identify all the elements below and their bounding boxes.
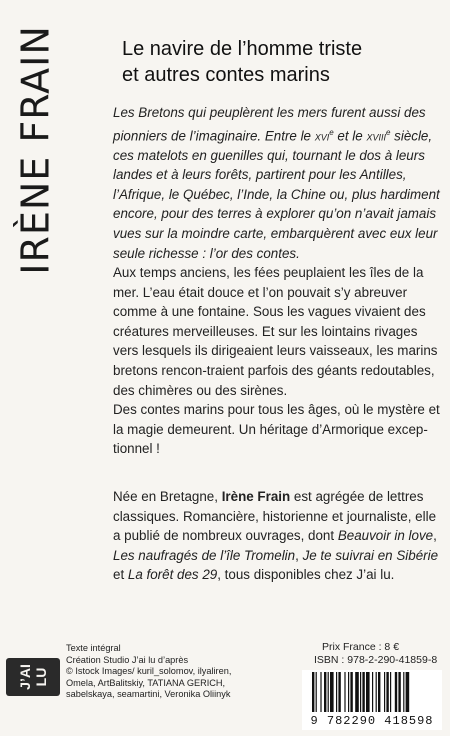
- author-spine: [12, 25, 60, 275]
- barcode-bar: [328, 672, 329, 712]
- barcode-bar: [348, 672, 349, 712]
- bio-text: Née en Bretagne,: [113, 489, 222, 504]
- century-xvi: xvi: [314, 128, 330, 144]
- barcode-bar: [403, 672, 404, 712]
- book-ref: La forêt des 29: [127, 567, 218, 583]
- century-sup: e: [385, 127, 391, 137]
- century-xviii: xviii: [366, 128, 386, 144]
- author-name-vertical: IRÈNE FRAIN: [14, 25, 59, 275]
- credits-line: Omela, ArtBalitskiy, TATIANA GERICH,: [66, 677, 226, 688]
- century-sup: e: [329, 127, 334, 137]
- book-ref: Je te suivrai en Sibérie: [302, 547, 439, 563]
- barcode-bar: [384, 672, 385, 712]
- credits-line: © Istock Images/ kuril_solomov, ilyaliren,: [66, 666, 232, 677]
- barcode-bar: [372, 672, 373, 712]
- title-line-1: Le navire de l’homme triste: [122, 38, 363, 60]
- book-title: [122, 36, 432, 88]
- intro-text: et le: [333, 128, 367, 144]
- bio-text: est agrégée de lettres classiques. Romancière, historienne et journaliste, elle a publié de nombreux ouvrages, dont: [113, 489, 437, 544]
- bio-text: , tous disponibles chez J’ai lu.: [217, 567, 395, 583]
- barcode-bar: [360, 672, 361, 712]
- credits-line: Texte intégral: [66, 643, 121, 653]
- barcode-bar: [406, 672, 410, 712]
- bio-paragraph: [113, 487, 443, 585]
- barcode-bar: [344, 672, 345, 712]
- bio-text: et: [113, 567, 128, 583]
- title-line-2: et autres contes marins: [122, 64, 330, 86]
- intro-paragraph: [113, 103, 443, 263]
- barcode: [302, 670, 442, 730]
- credits-line: sabelskaya, seamartini, Veronika Oliinyk: [66, 689, 231, 700]
- publisher-logo: [6, 658, 60, 696]
- barcode-bar: [376, 672, 377, 712]
- barcode-bar: [355, 672, 359, 712]
- barcode-bar: [362, 672, 364, 712]
- barcode-bar: [395, 672, 397, 712]
- book-ref: Les naufragés de l’île Tromelin: [113, 547, 296, 563]
- credits-line: Création Studio J’ai lu d’après: [66, 654, 189, 665]
- barcode-bar: [378, 672, 380, 712]
- barcode-number: 9 782290 418598: [310, 714, 434, 728]
- price-label: Prix France : 8 €: [322, 641, 400, 653]
- barcode-bar: [366, 672, 370, 712]
- book-ref: Beauvoir in love: [337, 528, 434, 544]
- credits: [66, 643, 256, 701]
- intro-text: Les Bretons qui peuplèrent les mers furent aussi des pionniers de l’imaginaire. Entre le: [113, 105, 426, 144]
- logo-line-1: J’AI: [17, 664, 33, 690]
- barcode-bar: [338, 672, 340, 712]
- barcode-bar: [330, 672, 334, 712]
- barcode-bar: [350, 672, 352, 712]
- isbn-label: ISBN : 978-2-290-41859-8: [314, 654, 438, 666]
- barcode-bar: [316, 672, 317, 712]
- barcode-bar: [390, 672, 391, 712]
- barcode-bar: [386, 672, 388, 712]
- barcode-bar: [324, 672, 326, 712]
- barcode-bar: [398, 672, 400, 712]
- barcode-bar: [320, 672, 321, 712]
- barcode-bar: [336, 672, 337, 712]
- author-bio: [113, 487, 443, 585]
- barcode-bar: [312, 672, 314, 712]
- synopsis-paragraph-1: Aux temps anciens, les fées peuplaient les îles de la mer. L’eau était douce et l’on pouvait s’y abreuver comme à une fontaine. Sous les vagues vivaient des créatures merveilleuses. Et sur les lointains rivages vers lesquels ils dirigeaient leurs vaisseaux, les marins bretons rencon-traient parfois des géants redoutables, des chimères ou des sirènes.: [113, 265, 438, 398]
- intro-text: siècle, ces matelots en guenilles qui, tournant le dos à leurs landes et à leurs forêts, partirent pour les Antilles, l’Afrique, le Québec, l’Inde, la Chine ou, plus hardiment encore, pour des terres à explorer qu’on n’avait jamais vues sur la moindre carte, embarquèrent avec eux leur seule richesse : l’or des contes.: [113, 128, 440, 261]
- synopsis-paragraph-2: Des contes marins pour tous les âges, où le mystère et la magie demeurent. Un héritage d’Armorique excep-tionnel !: [113, 402, 440, 457]
- bio-text: ,: [295, 547, 303, 563]
- barcode-bars: [312, 672, 432, 714]
- logo-line-2: LU: [33, 667, 49, 687]
- bio-author-name: Irène Frain: [221, 489, 291, 504]
- synopsis: [113, 263, 443, 459]
- bio-text: ,: [433, 528, 437, 544]
